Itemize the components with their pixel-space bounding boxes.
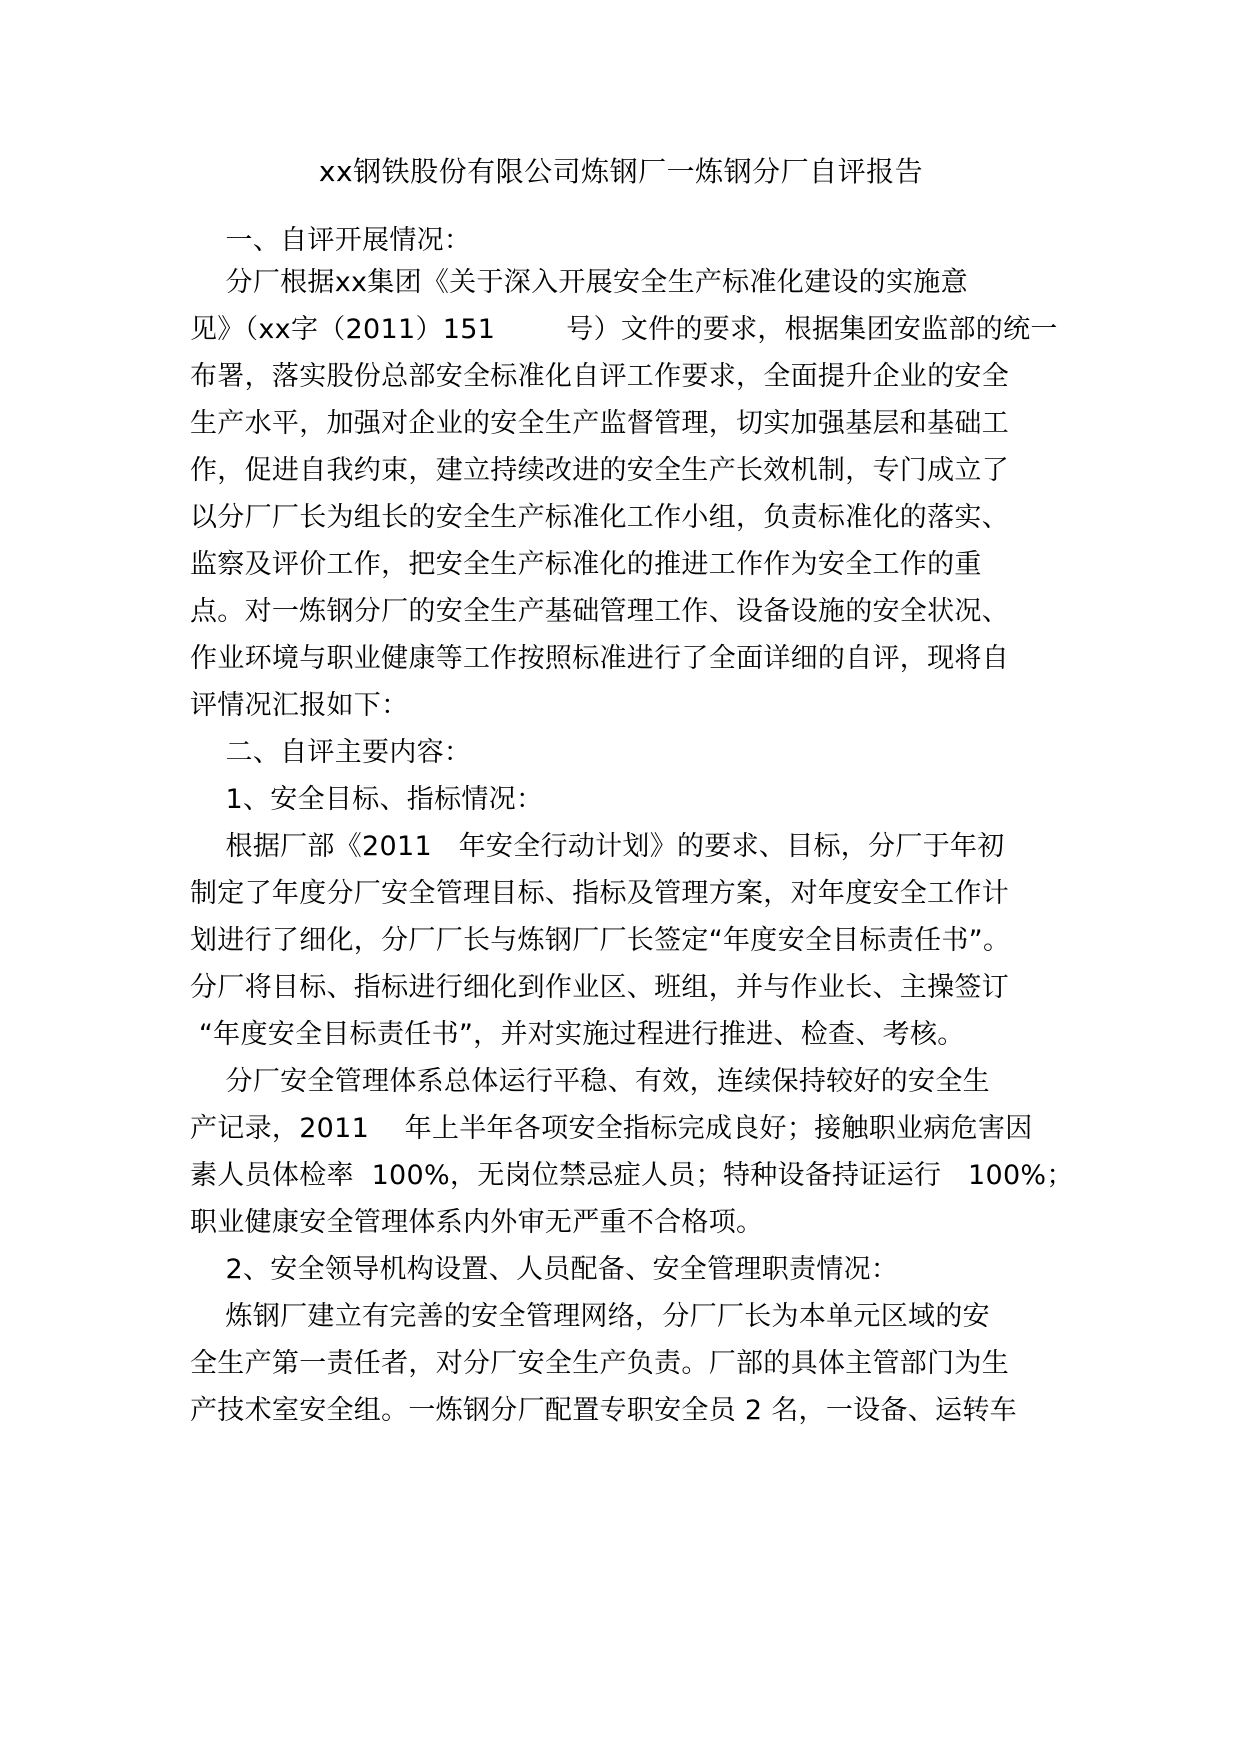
section-heading-2: 二、自评主要内容：: [190, 737, 472, 768]
paragraph-line: 制定了年度分厂安全管理目标、指标及管理方案，对年度安全工作计: [190, 878, 1009, 909]
paragraph-line: 作，促进自我约束，建立持续改进的安全生产长效机制，专门成立了: [190, 455, 1009, 486]
paragraph-line: 点。对一炼钢分厂的安全生产基础管理工作、设备设施的安全状况、: [190, 596, 1009, 627]
paragraph-line: “年度安全目标责任书”，并对实施过程进行推进、检查、考核。: [190, 1019, 965, 1050]
paragraph-line: 布署，落实股份总部安全标准化自评工作要求，全面提升企业的安全: [190, 361, 1009, 392]
paragraph-line: 分厂根据xx集团《关于深入开展安全生产标准化建设的实施意: [190, 267, 968, 298]
paragraph-line: 全生产第一责任者，对分厂安全生产负责。厂部的具体主管部门为生: [190, 1348, 1009, 1379]
paragraph-line: 划进行了细化，分厂厂长与炼钢厂厂长签定“年度安全目标责任书”。: [190, 925, 1011, 956]
section-heading-1: 一、自评开展情况：: [190, 225, 472, 256]
paragraph-line: 评情况汇报如下：: [190, 690, 409, 721]
paragraph-line: 职业健康安全管理体系内外审无严重不合格项。: [190, 1207, 764, 1238]
paragraph-line: 炼钢厂建立有完善的安全管理网络，分厂厂长为本单元区域的安: [190, 1301, 990, 1332]
paragraph-line: 素人员体检率 100%，无岗位禁忌症人员；特种设备持证运行 100%；: [190, 1160, 1074, 1191]
paragraph-line: 产技术室安全组。一炼钢分厂配置专职安全员 2 名，一设备、运转车: [190, 1395, 1017, 1426]
subsection-heading-1: 1、安全目标、指标情况：: [190, 784, 544, 815]
paragraph-line: 分厂将目标、指标进行细化到作业区、班组，并与作业长、主操签订: [190, 972, 1009, 1003]
paragraph-line: 作业环境与职业健康等工作按照标准进行了全面详细的自评，现将自: [190, 643, 1009, 674]
paragraph-line: 监察及评价工作，把安全生产标准化的推进工作作为安全工作的重: [190, 549, 982, 580]
paragraph-line: 以分厂厂长为组长的安全生产标准化工作小组，负责标准化的落实、: [190, 502, 1009, 533]
paragraph-line: 分厂安全管理体系总体运行平稳、有效，连续保持较好的安全生: [190, 1066, 990, 1097]
subsection-heading-2: 2、安全领导机构设置、人员配备、安全管理职责情况：: [190, 1254, 899, 1285]
paragraph-line: 生产水平，加强对企业的安全生产监督管理，切实加强基层和基础工: [190, 408, 1009, 439]
paragraph-line: 见》（xx字（2011）151 号）文件的要求，根据集团安监部的统一: [190, 314, 1058, 345]
paragraph-line: 产记录，2011 年上半年各项安全指标完成良好；接触职业病危害因: [190, 1113, 1033, 1144]
document-title: xx钢铁股份有限公司炼钢厂一炼钢分厂自评报告: [318, 155, 924, 188]
paragraph-line: 根据厂部《2011 年安全行动计划》的要求、目标，分厂于年初: [190, 831, 1005, 862]
